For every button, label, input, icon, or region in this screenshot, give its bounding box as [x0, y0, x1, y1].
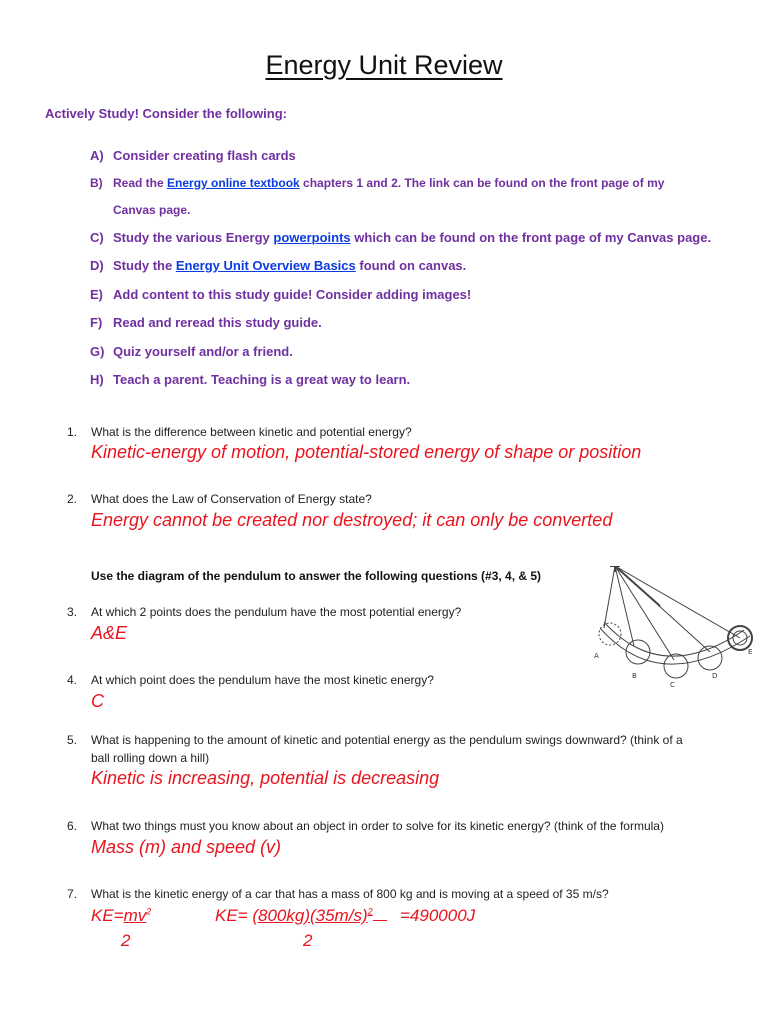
step-text: found on canvas.: [355, 258, 467, 273]
energy-textbook-link[interactable]: Energy online textbook: [167, 176, 300, 190]
answer-7-formula: [91, 906, 151, 926]
answer-5: Kinetic is increasing, potential is decreasing: [91, 768, 440, 788]
step-g: [90, 344, 293, 359]
question-number: 1.: [67, 425, 78, 439]
step-text: which can be found on the front page of my Canvas page.: [350, 230, 712, 245]
question-number: 7.: [67, 887, 78, 901]
step-text: Consider creating flash cards: [113, 148, 296, 163]
question-4: [67, 673, 434, 687]
step-a: [90, 148, 296, 163]
calc-denominator: 2: [303, 931, 313, 950]
question-number: 4.: [67, 673, 78, 687]
step-text: Add content to this study guide! Consider adding images!: [113, 287, 472, 302]
step-text: Read and reread this study guide.: [113, 315, 322, 330]
step-h: [90, 372, 410, 387]
question-number: 3.: [67, 605, 78, 619]
point-c-label: C: [670, 681, 675, 689]
step-label: D): [90, 258, 104, 273]
question-6: [67, 819, 664, 833]
underline-extension: [373, 906, 387, 921]
question-text: What two things must you know about an object in order to solve for its kinetic energy? (think of the formula): [91, 819, 664, 833]
answer-1: Kinetic-energy of motion, potential-stored energy of shape or position: [91, 442, 642, 462]
step-b: [90, 176, 664, 190]
step-label: E): [90, 287, 103, 302]
question-3: [67, 605, 461, 619]
step-label: C): [90, 230, 104, 245]
point-b-label: B: [632, 672, 637, 680]
point-a-label: A: [594, 652, 599, 660]
question-text: At which 2 points does the pendulum have the most potential energy?: [91, 605, 462, 619]
question-text: What is happening to the amount of kinetic and potential energy as the pendulum swings downward? (think of a: [91, 733, 683, 747]
step-text: Read the: [113, 176, 168, 190]
question-5-continued: ball rolling down a hill): [91, 751, 210, 765]
step-d: [90, 258, 466, 273]
answer-6: Mass (m) and speed (v): [91, 837, 282, 857]
energy-overview-link[interactable]: Energy Unit Overview Basics: [175, 258, 356, 273]
step-label: B): [90, 176, 103, 190]
ke-label: KE=: [215, 906, 253, 925]
answer-2: Energy cannot be created nor destroyed; it can only be converted: [91, 510, 613, 530]
ke-label: KE=: [91, 906, 124, 925]
answer-4: C: [91, 691, 104, 711]
formula-denominator: 2: [121, 931, 131, 950]
step-c: [90, 230, 711, 245]
step-label: G): [90, 344, 105, 359]
question-number: 2.: [67, 492, 78, 506]
powerpoints-link[interactable]: powerpoints: [273, 230, 351, 245]
question-text: At which point does the pendulum have the most kinetic energy?: [91, 673, 434, 687]
answer-3: A&E: [91, 623, 128, 643]
answer-7-result: =490000J: [400, 906, 476, 925]
question-number: 6.: [67, 819, 78, 833]
exponent: 2: [146, 906, 152, 917]
step-f: [90, 315, 322, 330]
step-text: Study the: [113, 258, 176, 273]
step-text: chapters 1 and 2. The link can be found on the front page of my: [299, 176, 665, 190]
question-7: [67, 887, 609, 901]
step-text: Quiz yourself and/or a friend.: [113, 344, 293, 359]
question-number: 5.: [67, 733, 78, 747]
question-text: What does the Law of Conservation of Energy state?: [91, 492, 372, 506]
step-label: A): [90, 148, 104, 163]
intro-text: Actively Study! Consider the following:: [45, 106, 287, 121]
exponent: 2: [367, 906, 373, 917]
page-title: Energy Unit Review: [265, 50, 503, 80]
answer-7-calculation: [215, 906, 387, 926]
step-label: H): [90, 372, 104, 387]
diagram-instruction: Use the diagram of the pendulum to answer the following questions (#3, 4, & 5): [91, 569, 542, 583]
step-label: F): [90, 315, 103, 330]
formula-numerator: mv: [123, 906, 147, 925]
question-text: What is the difference between kinetic and potential energy?: [91, 425, 412, 439]
question-1: [67, 425, 412, 439]
point-e-label: E: [748, 648, 753, 656]
calc-numerator: (800kg)(35m/s): [252, 906, 368, 925]
pendulum-diagram: [590, 566, 758, 692]
question-5: [67, 733, 683, 747]
step-e: [90, 287, 471, 302]
step-text: Teach a parent. Teaching is a great way to learn.: [113, 372, 411, 387]
question-text: What is the kinetic energy of a car that has a mass of 800 kg and is moving at a speed of 35 m/s?: [91, 887, 609, 901]
question-2: [67, 492, 372, 506]
point-d-label: D: [712, 672, 718, 680]
step-b-continued: Canvas page.: [113, 203, 191, 217]
step-text: Study the various Energy: [113, 230, 274, 245]
